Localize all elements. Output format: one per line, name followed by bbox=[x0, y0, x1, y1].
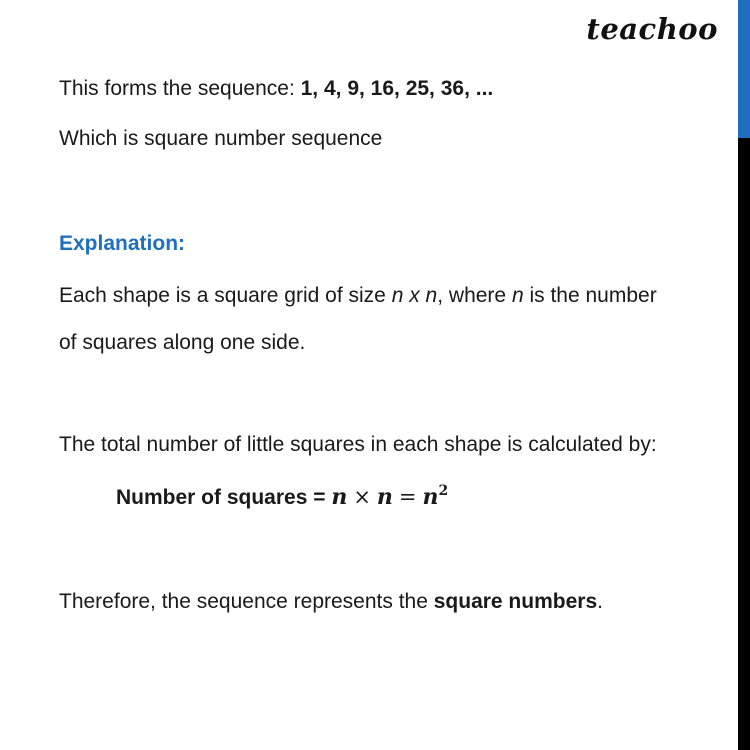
formula-var-n1: n bbox=[331, 484, 348, 510]
conclusion-suffix: . bbox=[597, 590, 603, 613]
calculation-intro: The total number of little squares in each shape is calculated by: bbox=[59, 433, 657, 456]
conclusion-line bbox=[59, 589, 603, 615]
explanation-text-c: is the number bbox=[523, 284, 657, 307]
accent-bar-black bbox=[738, 138, 750, 750]
sequence-line bbox=[59, 76, 493, 102]
grid-size-term: n x n bbox=[391, 284, 438, 307]
teachoo-logo: teachoo bbox=[586, 12, 718, 46]
n-term: n bbox=[511, 284, 524, 307]
explanation-text-a: Each shape is a square grid of size bbox=[59, 284, 392, 307]
formula-exponent: 2 bbox=[438, 483, 449, 499]
formula-var-n2: n bbox=[376, 484, 393, 510]
accent-bar-blue bbox=[738, 0, 750, 138]
conclusion-bold-term: square numbers bbox=[433, 590, 598, 613]
sequence-values: 1, 4, 9, 16, 25, 36, ... bbox=[300, 77, 494, 100]
explanation-text-b: , where bbox=[437, 284, 512, 307]
formula-line bbox=[116, 482, 448, 513]
formula-equals-sign: = bbox=[398, 485, 417, 509]
formula-times-sign: × bbox=[353, 485, 371, 509]
explanation-line-2: of squares along one side. bbox=[59, 331, 306, 354]
sequence-description: Which is square number sequence bbox=[59, 127, 383, 150]
formula-var-n3: n bbox=[422, 484, 439, 510]
conclusion-prefix: Therefore, the sequence represents the bbox=[59, 590, 434, 613]
explanation-heading: Explanation: bbox=[59, 232, 186, 255]
explanation-line-1 bbox=[59, 283, 657, 309]
sequence-line-prefix: This forms the sequence: bbox=[59, 77, 301, 100]
formula-label: Number of squares = bbox=[116, 486, 332, 509]
